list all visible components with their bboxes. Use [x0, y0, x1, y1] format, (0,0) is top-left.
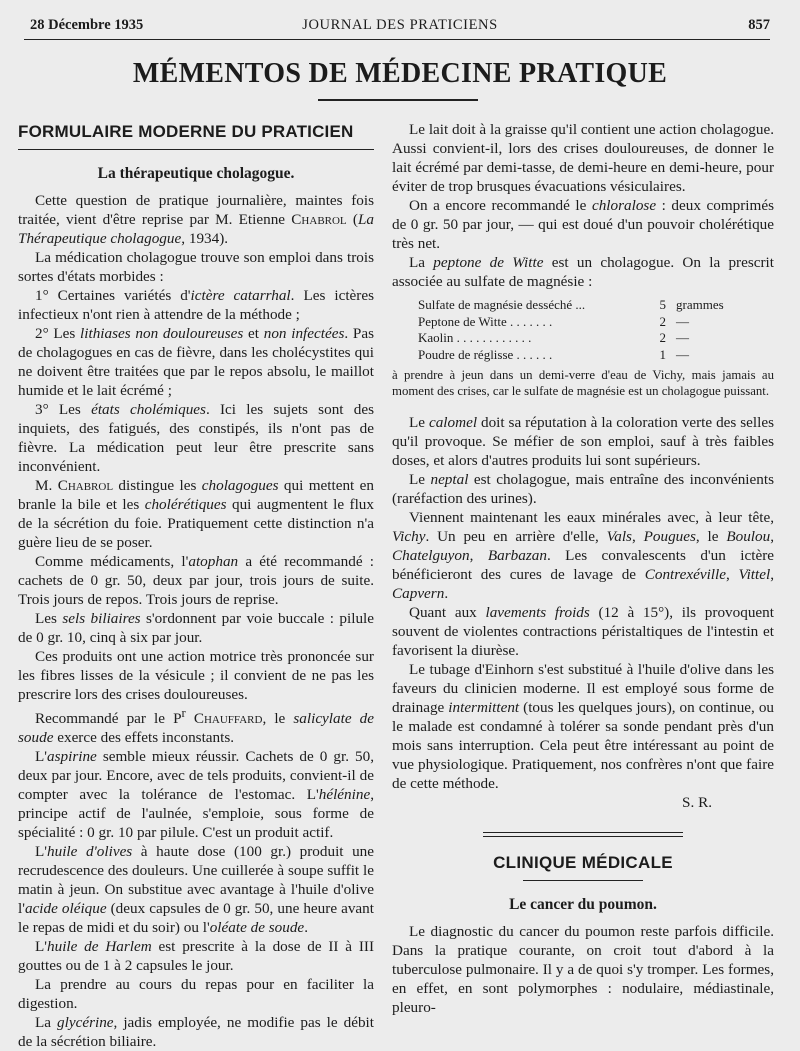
prescription-row: [392, 314, 774, 331]
paragraph: Les sels biliaires s'ordonnent par voie buccale : pilule de 0 gr. 10, cinq à six par jour.: [18, 610, 374, 646]
paragraph: Viennent maintenant les eaux minérales avec, à leur tête, Vichy. Un peu en arrière d'elle, Vals, Pougues, le Boulou, Chatelguyon, Barbazan. Les convalescents d'un ictère bénéficieront des cures de lavage de Contrexéville, Vittel, Capvern.: [392, 509, 775, 602]
paragraph: La médication cholagogue trouve son emploi dans trois sortes d'états morbides :: [18, 249, 374, 285]
paragraph: Cette question de pratique journalière, maintes fois traitée, vient d'être reprise par M. Etienne Chabrol (La Thérapeutique cholagogue, 1934).: [18, 192, 375, 247]
paragraph: M. Chabrol distingue les cholagogues qui mettent en branle la bile et les cholérétiques qui augmentent le flux de la sécrétion du foie. Pratiquement cette distinction n'a guère lieu de se poser.: [18, 477, 374, 551]
paragraph: Le diagnostic du cancer du poumon reste parfois difficile. Dans la pratique courante, on croit tout d'abord à la tuberculose pulmonaire. Il y a de quoi s'y tromper. Les formes, en effet, en sont polymorphes : nodulaire, médiastinale, pleuro-: [392, 923, 774, 1016]
double-rule: [483, 832, 683, 837]
left-column: [18, 120, 374, 1051]
paragraph: Le tubage d'Einhorn s'est substitué à l'huile d'olive dans les faveurs du clinicien moderne. Il est employé sous forme de drainage intermittent (tous les quelques jours), on continue, ou le malade est condamné à tolérer sa sonde pendant près d'un mois sans interruption. Cela peut être intéressant au point de vue physiologique. Pratiquement, nos confrères n'ont que faire de cette méthode.: [392, 661, 775, 792]
paragraph: L'huile d'olives à haute dose (100 gr.) produit une recrudescence des douleurs. Une cuillerée à soupe suffit le matin à jeun. On substitue avec avantage à l'huile d'olive l'acide oléique (deux capsules de 0 gr. 50, une heure avant le repas de midi et du soir) ou l'oléate de soude.: [18, 843, 375, 937]
paragraph: L'huile de Harlem est prescrite à la dose de II à III gouttes ou de 1 à 2 capsules le jour.: [18, 938, 375, 975]
header-journal-name: JOURNAL DES PRATICIENS: [302, 17, 498, 33]
ingredient-name: Sulfate de magnésie desséché ...: [418, 297, 586, 312]
paragraph: Quant aux lavements froids (12 à 15°), ils provoquent souvent de violentes contractions péristaltiques de l'intestin et favorisent la diurèse.: [392, 604, 774, 659]
paragraph: La peptone de Witte est un cholagogue. On la prescrit associée au sulfate de magnésie :: [392, 254, 774, 290]
paragraph: La prendre au cours du repas pour en faciliter la digestion.: [18, 976, 374, 1013]
ingredient-unit: —: [676, 313, 689, 329]
prescription-table: [392, 297, 774, 363]
ingredient-quantity: 2: [659, 330, 666, 345]
subsection-title: Le cancer du poumon.: [509, 896, 657, 913]
paragraph: 2° Les lithiases non douloureuses et non infectées. Pas de cholagogues en cas de fièvre, dans les cholécystites qui ne doivent être traitées que par le repos absolu, le maillot humide et le lait écrémé ;: [18, 325, 374, 399]
header-page-number: 857: [748, 17, 770, 33]
section-rule: [523, 880, 643, 881]
paragraph: 1° Certaines variétés d'ictère catarrhal. Les ictères infectieux n'ont rien à attendre de la méthode ;: [18, 287, 374, 323]
paragraph: Comme médicaments, l'atophan a été recommandé : cachets de 0 gr. 50, deux par jour, trois jours de suite. Trois jours de repos. Trois jours de reprise.: [18, 553, 374, 608]
section-rule: [18, 149, 374, 150]
ingredient-name: Poudre de réglisse . . . . . .: [418, 346, 553, 362]
running-header: [30, 17, 770, 37]
paragraph: Le lait doit à la graisse qu'il contient une action cholagogue. Aussi convient-il, lors des crises douloureuses, de donner le lait écrémé par demi-tasse, de demi-heure en demi-heure, pour éviter de trop brusques évacuations vésiculaires.: [392, 121, 775, 195]
paragraph: On a encore recommandé le chloralose : deux comprimés de 0 gr. 50 par jour, — qui est doué d'un pouvoir cholérétique très net.: [392, 197, 774, 252]
paragraph: Le neptal est cholagogue, mais entraîne des inconvénients (raréfaction des urines).: [392, 471, 774, 507]
prescription-row: [392, 297, 774, 314]
paragraph: Le calomel doit sa réputation à la coloration verte des selles qu'il provoque. Se méfier de son emploi, sauf à très faibles doses, et alors d'autres produits lui sont supérieurs.: [392, 414, 774, 469]
section-title-formulaire: FORMULAIRE MODERNE DU PRATICIEN: [18, 122, 354, 141]
prescription-row: [392, 347, 774, 364]
paragraph: La glycérine, jadis employée, ne modifie pas le débit de la sécrétion biliaire.: [18, 1014, 374, 1051]
ingredient-quantity: 5: [659, 297, 666, 312]
header-date: 28 Décembre 1935: [30, 17, 144, 33]
title-rule: [318, 99, 478, 101]
ingredient-name: Peptone de Witte . . . . . . .: [418, 313, 553, 329]
right-column: [392, 120, 774, 1017]
author-signature: S. R.: [682, 794, 712, 811]
prescription-row: [392, 330, 774, 347]
prescription-note: à prendre à jeun dans un demi-verre d'eau de Vichy, mais jamais au moment des crises, car le sulfate de magnésie est un cholagogue puissant.: [392, 368, 774, 398]
ingredient-unit: —: [676, 346, 689, 362]
paragraph: 3° Les états cholémiques. Ici les sujets sont des inquiets, des fatigués, des constipés, ils n'ont pas de fièvre. La médication peut leur être prescrite sans inconvénient.: [18, 401, 374, 475]
paragraph: Ces produits ont une action motrice très prononcée sur les fibres lisses de la vésicule ; il convient de ne pas les prescrire lors des crises douloureuses.: [18, 648, 374, 703]
ingredient-quantity: 2: [659, 313, 666, 329]
paragraph: L'aspirine semble mieux réussir. Cachets de 0 gr. 50, deux par jour. Encore, avec de tels produits, convient-il de compter avec la tolérance de l'estomac. L'hélénine, principe actif de l'aulnée, s'emploie, sous forme de spécialité : 0 gr. 10 par pilule. C'est un produit actif.: [18, 748, 374, 842]
ingredient-name: Kaolin . . . . . . . . . . . .: [418, 330, 532, 345]
section-title-clinique: CLINIQUE MÉDICALE: [493, 853, 673, 872]
paragraph: Recommandé par le $P^r$ Chauffard, le salicylate de soude exerce des effets inconstants.: [18, 706, 374, 747]
ingredient-unit: grammes: [676, 297, 724, 312]
main-title: MÉMENTOS DE MÉDECINE PRATIQUE: [132, 58, 668, 89]
subsection-title: La thérapeutique cholagogue.: [97, 165, 295, 182]
ingredient-quantity: 1: [659, 346, 666, 362]
ingredient-unit: —: [676, 330, 689, 345]
header-rule: [24, 39, 770, 40]
